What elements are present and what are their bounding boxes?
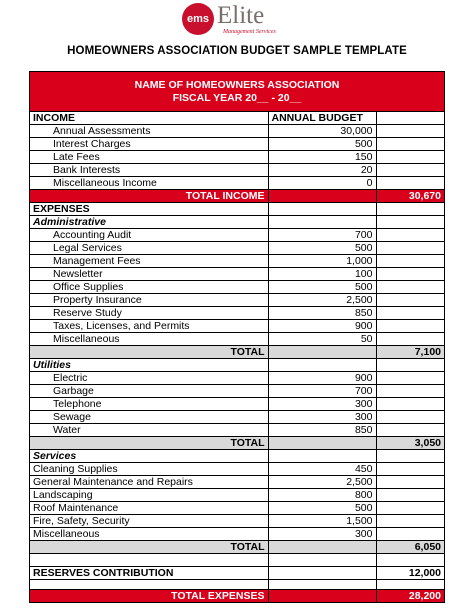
- table-row: [30, 476, 444, 489]
- total-expenses-label: TOTAL EXPENSES: [30, 590, 268, 603]
- table-cell: [30, 554, 268, 567]
- line-item-label: Roof Maintenance: [30, 502, 268, 515]
- table-row: [30, 515, 444, 528]
- table-row: [30, 294, 444, 307]
- line-item-value: 850: [268, 307, 376, 320]
- line-item-label: Annual Assessments: [30, 125, 268, 138]
- table-row: [30, 580, 444, 590]
- total-row: [30, 541, 444, 554]
- table-row: [30, 502, 444, 515]
- reserves-value: 12,000: [376, 567, 444, 580]
- section-total-value: 3,050: [376, 437, 444, 450]
- table-row: [30, 359, 444, 372]
- table-row: [30, 307, 444, 320]
- logo-name: Elite: [217, 2, 265, 29]
- table-cell: [376, 398, 444, 411]
- total-row: [30, 590, 444, 603]
- table-cell: [376, 177, 444, 190]
- table-cell: [376, 476, 444, 489]
- table-row: [30, 489, 444, 502]
- table-row: [30, 216, 444, 229]
- line-item-label: Late Fees: [30, 151, 268, 164]
- table-cell: [268, 554, 376, 567]
- line-item-value: 1,500: [268, 515, 376, 528]
- table-cell: [376, 281, 444, 294]
- table-cell: [376, 385, 444, 398]
- line-item-value: 500: [268, 242, 376, 255]
- reserves-label: RESERVES CONTRIBUTION: [30, 567, 268, 580]
- line-item-label: Miscellaneous Income: [30, 177, 268, 190]
- table-cell: [376, 502, 444, 515]
- line-item-label: Accounting Audit: [30, 229, 268, 242]
- total-income-label: TOTAL INCOME: [30, 190, 268, 203]
- table-row: [30, 268, 444, 281]
- table-cell: [376, 489, 444, 502]
- document-title: HOMEOWNERS ASSOCIATION BUDGET SAMPLE TEMPLATE: [67, 45, 407, 57]
- line-item-label: Legal Services: [30, 242, 268, 255]
- fiscal-year: FISCAL YEAR 20__ - 20__: [172, 91, 302, 104]
- line-item-label: Management Fees: [30, 255, 268, 268]
- line-item-label: Garbage: [30, 385, 268, 398]
- table-cell: [268, 567, 376, 580]
- income-heading: INCOME: [30, 112, 268, 125]
- line-item-label: Bank Interests: [30, 164, 268, 177]
- section-total-label: TOTAL: [30, 346, 268, 359]
- line-item-value: 500: [268, 502, 376, 515]
- table-row: [30, 554, 444, 567]
- table-cell: [376, 424, 444, 437]
- table-row: [30, 125, 444, 138]
- table-cell: [376, 255, 444, 268]
- table-row: [30, 112, 444, 125]
- logo-tagline: Management Services: [223, 29, 276, 35]
- table-row: [30, 177, 444, 190]
- line-item-value: 2,500: [268, 476, 376, 489]
- table-row: [30, 411, 444, 424]
- section-total-label: TOTAL: [30, 541, 268, 554]
- annual-budget-heading: ANNUAL BUDGET: [268, 112, 376, 125]
- line-item-value: 500: [268, 281, 376, 294]
- line-item-value: 2,500: [268, 294, 376, 307]
- expenses-heading: EXPENSES: [30, 203, 268, 216]
- line-item-value: 100: [268, 268, 376, 281]
- line-item-value: 150: [268, 151, 376, 164]
- total-row: [30, 190, 444, 203]
- table-cell: [376, 268, 444, 281]
- table-cell: [376, 307, 444, 320]
- table-cell: [376, 151, 444, 164]
- line-item-label: Electric: [30, 372, 268, 385]
- section-total-value: 6,050: [376, 541, 444, 554]
- section-heading-services: Services: [30, 450, 268, 463]
- line-item-value: 0: [268, 177, 376, 190]
- table-row: [30, 281, 444, 294]
- logo-mark: ems: [182, 3, 214, 35]
- table-row: [30, 398, 444, 411]
- table-cell: [268, 541, 376, 554]
- association-name: NAME OF HOMEOWNERS ASSOCIATION: [134, 78, 340, 91]
- total-income-value: 30,670: [376, 190, 444, 203]
- table-cell: [268, 580, 376, 590]
- table-row: [30, 138, 444, 151]
- line-item-label: Taxes, Licenses, and Permits: [30, 320, 268, 333]
- association-header: [30, 72, 444, 112]
- table-cell: [268, 437, 376, 450]
- line-item-label: Water: [30, 424, 268, 437]
- line-item-value: 20: [268, 164, 376, 177]
- line-item-label: Reserve Study: [30, 307, 268, 320]
- line-item-value: 300: [268, 398, 376, 411]
- table-row: [30, 151, 444, 164]
- table-row: [30, 463, 444, 476]
- table-cell: [268, 203, 376, 216]
- table-row: [30, 164, 444, 177]
- table-cell: [376, 164, 444, 177]
- table-cell: [376, 372, 444, 385]
- line-item-label: Landscaping: [30, 489, 268, 502]
- line-item-value: 450: [268, 463, 376, 476]
- line-item-value: 900: [268, 320, 376, 333]
- line-item-value: 700: [268, 385, 376, 398]
- line-item-label: Property Insurance: [30, 294, 268, 307]
- table-cell: [268, 590, 376, 603]
- line-item-label: Miscellaneous: [30, 528, 268, 541]
- section-heading-utilities: Utilities: [30, 359, 268, 372]
- section-heading-administrative: Administrative: [30, 216, 268, 229]
- table-row: [30, 255, 444, 268]
- table-row: [30, 333, 444, 346]
- line-item-value: 50: [268, 333, 376, 346]
- table-cell: [376, 554, 444, 567]
- table-cell: [268, 346, 376, 359]
- table-cell: [376, 528, 444, 541]
- line-item-value: 800: [268, 489, 376, 502]
- line-item-value: 900: [268, 372, 376, 385]
- table-cell: [268, 359, 376, 372]
- table-row: [30, 229, 444, 242]
- table-cell: [268, 216, 376, 229]
- line-item-label: Interest Charges: [30, 138, 268, 151]
- line-item-value: 850: [268, 424, 376, 437]
- table-cell: [376, 320, 444, 333]
- table-row: [30, 372, 444, 385]
- budget-sheet: [29, 71, 445, 603]
- table-row: [30, 450, 444, 463]
- line-item-value: 500: [268, 138, 376, 151]
- table-cell: [376, 125, 444, 138]
- budget-table: [30, 112, 444, 603]
- table-cell: [376, 229, 444, 242]
- table-cell: [376, 580, 444, 590]
- table-row: [30, 567, 444, 580]
- line-item-value: 300: [268, 528, 376, 541]
- line-item-value: 300: [268, 411, 376, 424]
- table-cell: [376, 411, 444, 424]
- section-total-label: TOTAL: [30, 437, 268, 450]
- table-cell: [376, 463, 444, 476]
- total-row: [30, 346, 444, 359]
- table-cell: [268, 190, 376, 203]
- table-cell: [268, 450, 376, 463]
- table-row: [30, 424, 444, 437]
- table-row: [30, 385, 444, 398]
- total-expenses-value: 28,200: [376, 590, 444, 603]
- table-row: [30, 320, 444, 333]
- line-item-label: Fire, Safety, Security: [30, 515, 268, 528]
- table-cell: [30, 580, 268, 590]
- line-item-value: 30,000: [268, 125, 376, 138]
- line-item-label: Cleaning Supplies: [30, 463, 268, 476]
- table-row: [30, 203, 444, 216]
- line-item-label: Miscellaneous: [30, 333, 268, 346]
- line-item-label: Telephone: [30, 398, 268, 411]
- line-item-label: Sewage: [30, 411, 268, 424]
- total-row: [30, 437, 444, 450]
- line-item-label: Office Supplies: [30, 281, 268, 294]
- table-cell: [376, 112, 444, 125]
- table-cell: [376, 333, 444, 346]
- line-item-value: 1,000: [268, 255, 376, 268]
- section-total-value: 7,100: [376, 346, 444, 359]
- table-cell: [376, 359, 444, 372]
- table-cell: [376, 242, 444, 255]
- line-item-label: Newsletter: [30, 268, 268, 281]
- table-cell: [376, 203, 444, 216]
- table-cell: [376, 294, 444, 307]
- line-item-value: 700: [268, 229, 376, 242]
- table-cell: [376, 216, 444, 229]
- table-row: [30, 242, 444, 255]
- table-cell: [376, 138, 444, 151]
- company-logo: [182, 2, 276, 36]
- table-cell: [376, 450, 444, 463]
- table-row: [30, 528, 444, 541]
- line-item-label: General Maintenance and Repairs: [30, 476, 268, 489]
- table-cell: [376, 515, 444, 528]
